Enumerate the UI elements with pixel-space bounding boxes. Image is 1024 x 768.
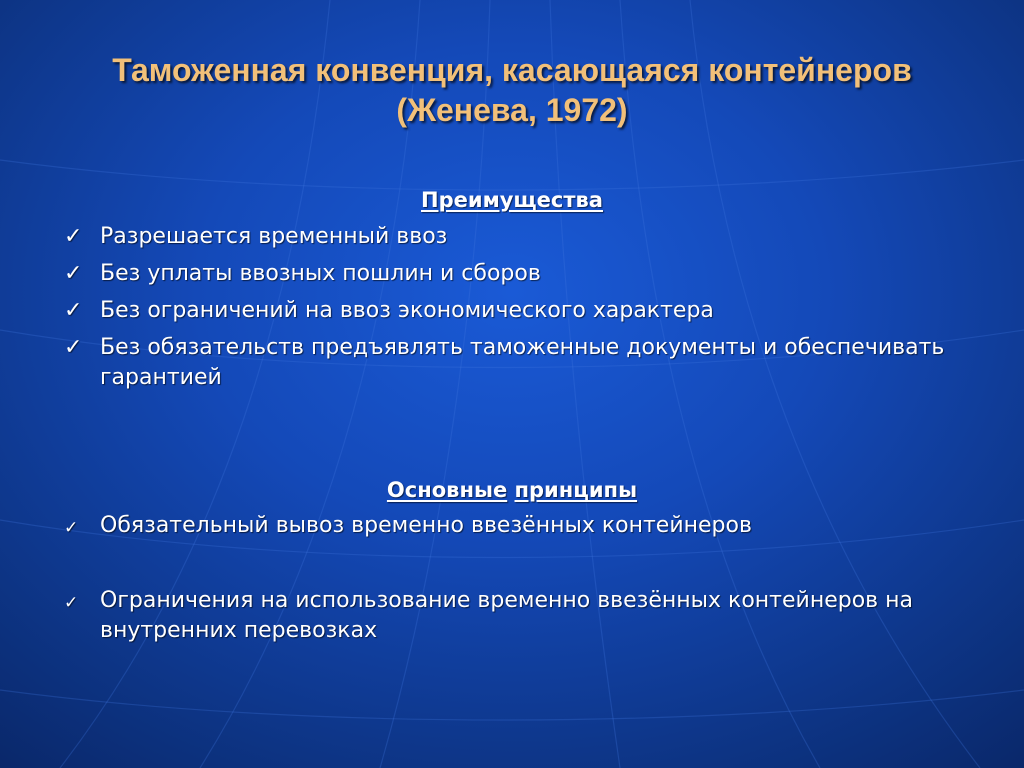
- principle-item: [64, 511, 964, 543]
- advantage-item: [64, 222, 964, 252]
- principle-item-text: Ограничения на использование временно ввезённых контейнеров на внутренних перевозках: [100, 588, 914, 643]
- advantage-item: [64, 259, 964, 289]
- title-line-1: Таможенная конвенция, касающаяся контейнеров: [112, 52, 912, 88]
- principle-item-text: Обязательный вывоз временно ввезённых контейнеров: [100, 513, 752, 538]
- advantage-item: [64, 296, 964, 326]
- advantage-item-text: Без уплаты ввозных пошлин и сборов: [100, 261, 541, 286]
- title-line-2: (Женева, 1972): [396, 92, 628, 128]
- check-icon: ✓: [64, 298, 83, 323]
- check-icon: ✓: [64, 261, 83, 286]
- principles-heading-word-1: Основные: [386, 478, 508, 502]
- check-icon: ✓: [64, 335, 83, 360]
- advantages-heading: [0, 188, 1024, 212]
- advantage-item-text: Без обязательств предъявлять таможенные документы и обеспечивать гарантией: [100, 335, 945, 390]
- check-icon: ✓: [64, 224, 83, 249]
- principles-heading-word-2: принципы: [514, 478, 638, 502]
- slide-title: [40, 50, 984, 130]
- check-icon: ✓: [64, 518, 79, 538]
- check-icon: ✓: [64, 593, 79, 613]
- principle-item: [64, 586, 964, 646]
- advantage-item: [64, 333, 964, 393]
- advantage-item-text: Разрешается временный ввоз: [100, 224, 448, 249]
- advantages-heading-text: Преимущества: [421, 188, 603, 212]
- principles-heading: [0, 478, 1024, 502]
- advantage-item-text: Без ограничений на ввоз экономического характера: [100, 298, 714, 323]
